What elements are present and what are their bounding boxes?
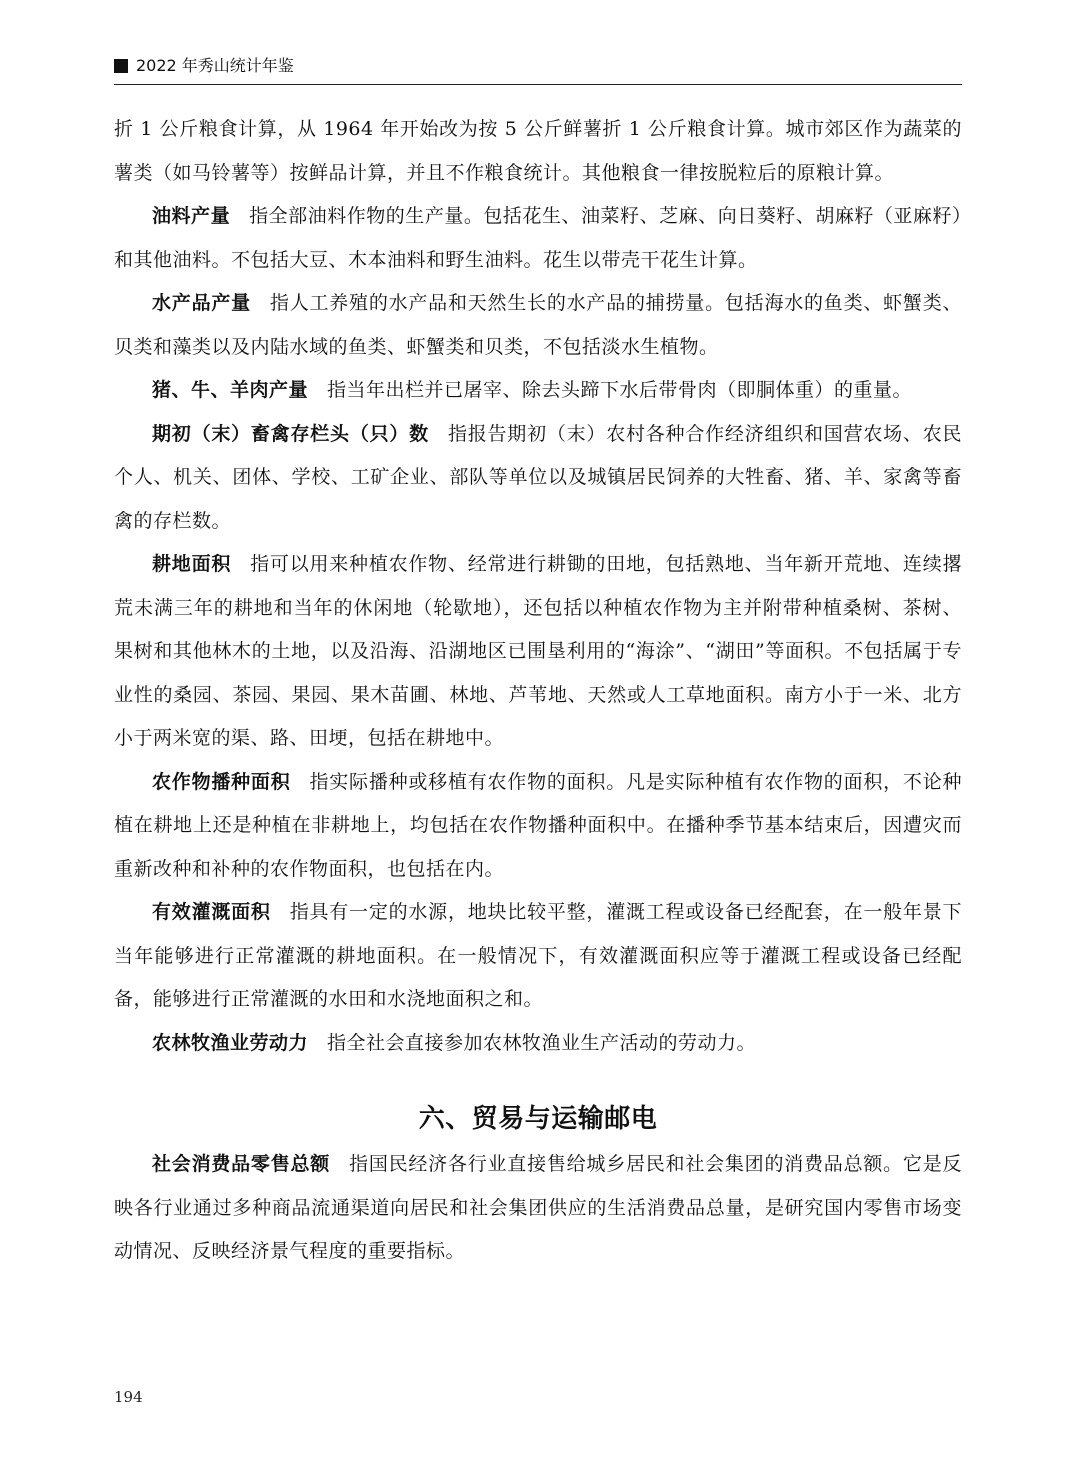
definition-text: 指国民经济各行业直接售给城乡居民和社会集团的消费品总额。它是反映各行业通过多种商品流通渠道向居民和社会集团供应的生活消费品总量，是研究国内零售市场变动情况、反映经济景气程度的重要指标。 [114,1153,962,1262]
definition-term: 油料产量 [152,205,231,227]
definition-text: 指具有一定的水源，地块比较平整，灌溉工程或设备已经配套，在一般年景下当年能够进行正常灌溉的耕地面积。在一般情况下，有效灌溉面积应等于灌溉工程或设备已经配备，能够进行正常灌溉的水田和水浇地面积之和。 [114,901,962,1010]
definition-aquatic-output [114,282,962,369]
definition-text: 指可以用来种植农作物、经常进行耕锄的田地，包括熟地、当年新开荒地、连续撂荒未满三年的耕地和当年的休闲地（轮歇地），还包括以种植农作物为主并附带种植桑树、茶树、果树和其他林木的土地，以及沿海、沿湖地区已围垦利用的“海涂”、“湖田”等面积。不包括属于专业性的桑园、茶园、果园、果木苗圃、林地、芦苇地、天然或人工草地面积。南方小于一米、北方小于两米宽的渠、路、田埂，包括在耕地中。 [114,553,962,749]
definition-agricultural-labor [114,1022,962,1066]
definition-irrigated-area [114,891,962,1022]
paragraph-text: 折 1 公斤粮食计算，从 1964 年开始改为按 5 公斤鲜薯折 1 公斤粮食计算。城市郊区作为蔬菜的薯类（如马铃薯等）按鲜品计算，并且不作粮食统计。其他粮食一律按脱粒后的原粮计算。 [114,118,962,184]
paragraph-continuation [114,108,962,195]
definition-text: 指当年出栏并已屠宰、除去头蹄下水后带骨肉（即胴体重）的重量。 [327,379,913,401]
section-title: 六、贸易与运输邮电 [418,1104,658,1134]
definition-term: 水产品产量 [152,292,251,314]
page-content [114,108,962,1274]
header-square-icon [114,59,128,73]
definition-term: 期初（末）畜禽存栏头（只）数 [152,422,429,445]
definition-sown-area [114,761,962,892]
definition-text: 指全社会直接参加农林牧渔业生产活动的劳动力。 [327,1031,757,1054]
definition-term: 耕地面积 [152,553,232,575]
header-title: 2022 年秀山统计年鉴 [136,56,294,75]
definition-livestock-stock [114,413,962,544]
definition-text: 指实际播种或移植有农作物的面积。凡是实际种植有农作物的面积，不论种植在耕地上还是种植在非耕地上，均包括在农作物播种面积中。在播种季节基本结束后，因遭灾而重新改种和补种的农作物面积，也包括在内。 [114,770,962,880]
definition-term: 农作物播种面积 [152,770,291,793]
page-header [114,56,962,85]
page-number: 194 [114,1388,143,1406]
definition-text: 指报告期初（末）农村各种合作经济组织和国营农场、农民个人、机关、团体、学校、工矿企业、部队等单位以及城镇居民饲养的大牲畜、猪、羊、家禽等畜禽的存栏数。 [114,422,962,532]
definition-term: 猪、牛、羊肉产量 [152,379,309,401]
definition-term: 社会消费品零售总额 [152,1153,331,1175]
definition-retail-sales [114,1143,962,1274]
definition-text: 指全部油料作物的生产量。包括花生、油菜籽、芝麻、向日葵籽、胡麻籽（亚麻籽）和其他油料。不包括大豆、木本油料和野生油料。花生以带壳干花生计算。 [114,205,962,271]
definition-cultivated-land [114,543,962,761]
definition-term: 有效灌溉面积 [152,901,271,923]
definition-meat-output [114,369,962,413]
definition-text: 指人工养殖的水产品和天然生长的水产品的捕捞量。包括海水的鱼类、虾蟹类、贝类和藻类以及内陆水域的鱼类、虾蟹类和贝类，不包括淡水生植物。 [114,292,962,358]
definition-oil-output [114,195,962,282]
definition-term: 农林牧渔业劳动力 [152,1031,309,1054]
